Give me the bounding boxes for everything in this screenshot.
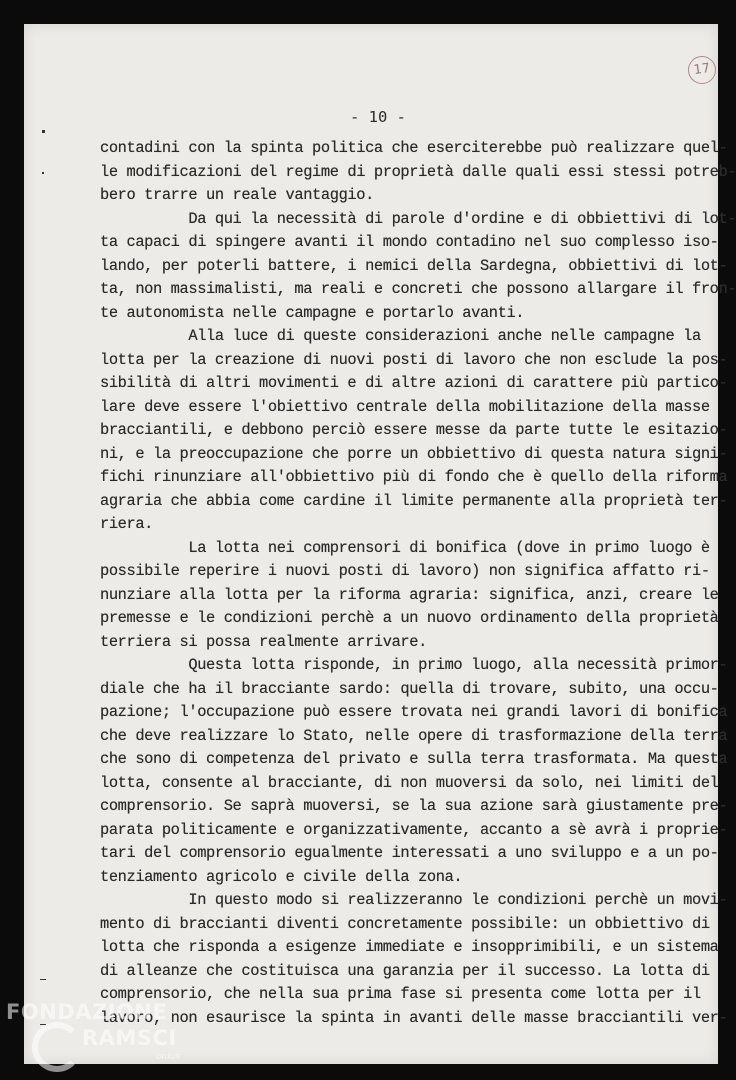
text-line: pazione; l'occupazione può essere trovata nei grandi lavori di bonifica (100, 703, 728, 721)
text-line: ta capaci di spingere avanti il mondo contadino nel suo complesso iso- (100, 233, 719, 251)
text-line: mento di braccianti diventi concretamente possibile: un obbiettivo di (100, 914, 710, 933)
text-line: premesse e le condizioni perchè a un nuovo ordinamento della proprietà (100, 609, 719, 627)
archive-number-stamp: 17 (686, 54, 718, 86)
text-line: lavoro, non esaurisce la spinta in avanti delle masse bracciantili ver- (100, 1008, 728, 1027)
text-line: Alla luce di queste considerazioni anche nelle campagne la (100, 327, 701, 345)
text-line: possibile reperire i nuovi posti di lavoro) non significa affatto ri- (100, 562, 710, 580)
text-line: sibilità di altri movimenti e di altre azioni di carattere più partico- (100, 374, 728, 392)
text-line: lotta per la creazione di nuovi posti di lavoro che non esclude la pos- (100, 350, 728, 369)
text-line: che sono di competenza del privato e sulla terra trasformata. Ma questa (100, 750, 728, 768)
text-line: le modificazioni del regime di proprietà dalle quali essi stessi potreb- (100, 162, 736, 181)
text-line: bracciantili, e debbono perciò essere messe da parte tutte le esitazio- (100, 421, 728, 439)
text-line: ta, non massimalisti, ma reali e concreti che possono allargare il fron- (100, 280, 736, 298)
text-line: riera. (100, 515, 154, 533)
watermark-line2: RAMSCI (82, 1026, 177, 1050)
text-line: di alleanze che costituisca una garanzia per il successo. La lotta di (100, 961, 710, 980)
text-line: bero trarre un reale vantaggio. (100, 186, 374, 204)
document-page (24, 24, 736, 1064)
text-line: La lotta nei comprensori di bonifica (dove in primo luogo è (100, 538, 710, 557)
text-line: terriera si possa realmente arrivare. (100, 632, 427, 651)
page-number: - 10 - (350, 108, 406, 126)
text-line: lando, per poterli battere, i nemici della Sardegna, obbiettivi di lot- (100, 256, 728, 275)
text-line: nunziare alla lotta per la riforma agraria: significa, anzi, creare le (100, 585, 719, 604)
text-line: diale che ha il bracciante sardo: quella di trovare, subito, una occu- (100, 679, 719, 698)
watermark-g-logo-icon (32, 1022, 82, 1072)
watermark-onlus: onlus (156, 1052, 181, 1062)
fondazione-gramsci-watermark (6, 1000, 206, 1076)
text-line: Questa lotta risponde, in primo luogo, alla necessità primor- (100, 656, 728, 674)
text-line: contadini con la spinta politica che eserciterebbe può realizzare quel- (100, 139, 728, 157)
text-line: lare deve essere l'obiettivo centrale della mobilitazione della masse (100, 397, 710, 416)
text-line: Da qui la necessità di parole d'ordine e di obbiettivi di lot- (100, 209, 736, 228)
text-line: che deve realizzare lo Stato, nelle opere di trasformazione della terra (100, 726, 728, 745)
text-line: agraria che abbia come cardine il limite permanente alla proprietà ter- (100, 491, 728, 510)
text-line: tari del comprensorio egualmente interessati a uno sviluppo e a un po- (100, 844, 719, 862)
text-line: parata politicamente e organizzativamente, accanto a sè avrà i proprie- (100, 820, 728, 839)
text-line: tenziamento agricolo e civile della zona. (100, 867, 463, 886)
text-line: lotta che risponda a esigenze immediate e insopprimibili, e un sistema (100, 938, 719, 956)
watermark-line1: FONDAZIONE (6, 1000, 168, 1024)
text-line: ni, e la preoccupazione che porre un obbiettivo di questa natura signi- (100, 444, 728, 463)
text-line: fichi rinunziare all'obbiettivo più di fondo che è quello della riforma (100, 468, 728, 486)
text-line: comprensorio, che nella sua prima fase si presenta come lotta per il (100, 985, 701, 1003)
margin-mark (42, 130, 45, 133)
margin-mark (42, 172, 44, 174)
typed-text-body (100, 137, 736, 1030)
text-line: te autonomista nelle campagne e portarlo avanti. (100, 303, 525, 322)
text-line: comprensorio. Se saprà muoversi, se la sua azione sarà giustamente pre- (100, 797, 728, 815)
text-line: In questo modo si realizzeranno le condizioni perchè un movi- (100, 891, 728, 909)
text-line: lotta, consente al bracciante, di non muoversi da solo, nei limiti del (100, 773, 719, 792)
margin-mark (40, 979, 46, 980)
